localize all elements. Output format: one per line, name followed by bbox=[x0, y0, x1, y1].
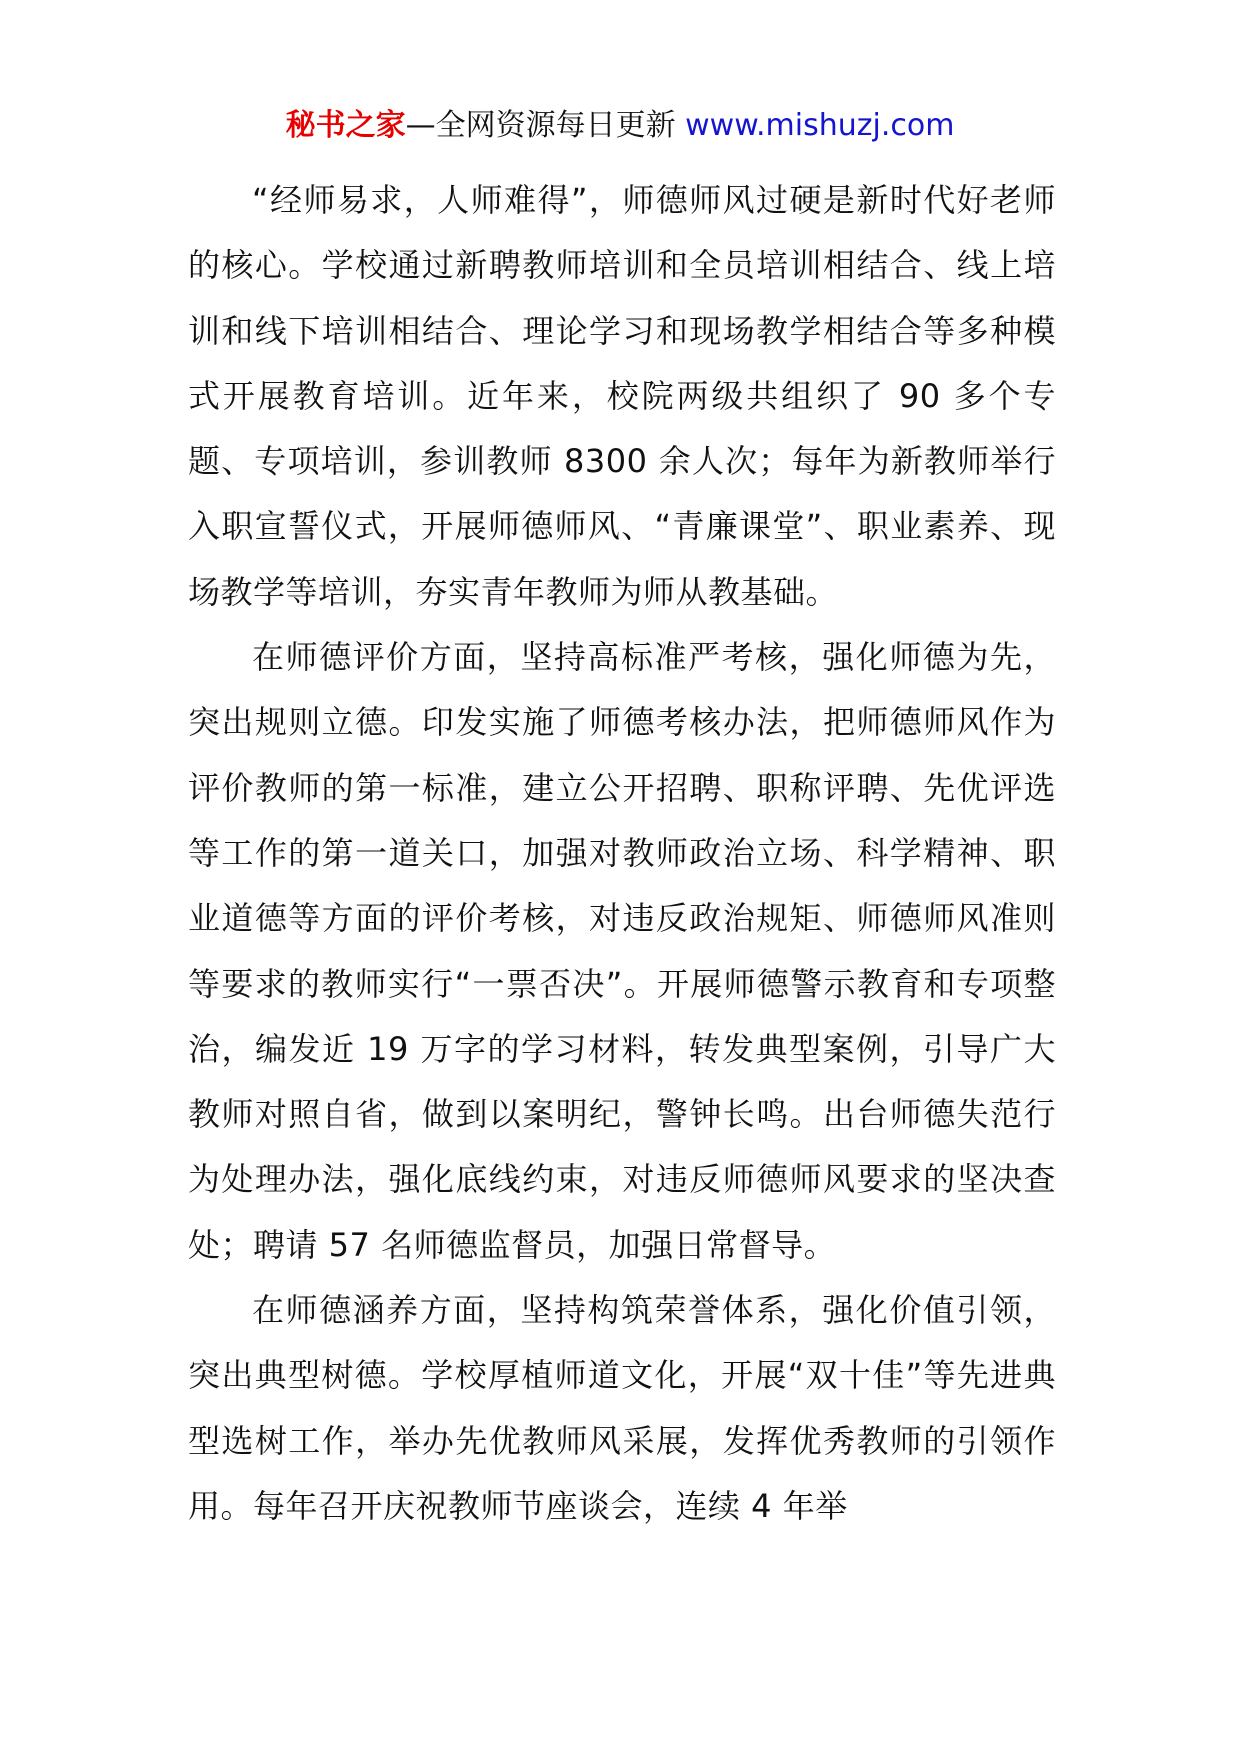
header-site-link[interactable]: www.mishuzj.com bbox=[685, 108, 955, 143]
document-body bbox=[188, 168, 1056, 1539]
header-brand: 秘书之家 bbox=[285, 108, 406, 143]
paragraph-3: 在师德涵养方面，坚持构筑荣誉体系，强化价值引领，突出典型树德。学校厚植师道文化，开展“双十佳”等先进典型选树工作，举办先优教师风采展，发挥优秀教师的引领作用。每年召开庆祝教师节座谈会，连续 4 年举 bbox=[188, 1291, 1056, 1525]
paragraph-2: 在师德评价方面，坚持高标准严考核，强化师德为先，突出规则立德。印发实施了师德考核办法，把师德师风作为评价教师的第一标准，建立公开招聘、职称评聘、先优评选等工作的第一道关口，加强对教师政治立场、科学精神、职业道德等方面的评价考核，对违反政治规矩、师德师风准则等要求的教师实行“一票否决”。开展师德警示教育和专项整治，编发近 19 万字的学习材料，转发典型案例，引导广大教师对照自省，做到以案明纪，警钟长鸣。出台师德失范行为处理办法，强化底线约束，对违反师德师风要求的坚决查处；聘请 57 名师德监督员，加强日常督导。 bbox=[188, 638, 1056, 1264]
page-header bbox=[0, 104, 1240, 148]
paragraph-1: “经师易求，人师难得”，师德师风过硬是新时代好老师的核心。学校通过新聘教师培训和全员培训相结合、线上培训和线下培训相结合、理论学习和现场教学相结合等多种模式开展教育培训。近年来，校院两级共组织了 90 多个专题、专项培训，参训教师 8300 余人次；每年为新教师举行入职宣誓仪式，开展师德师风、“青廉课堂”、职业素养、现场教学等培训，夯实青年教师为师从教基础。 bbox=[188, 181, 1056, 611]
header-tagline: —全网资源每日更新 bbox=[405, 108, 686, 143]
